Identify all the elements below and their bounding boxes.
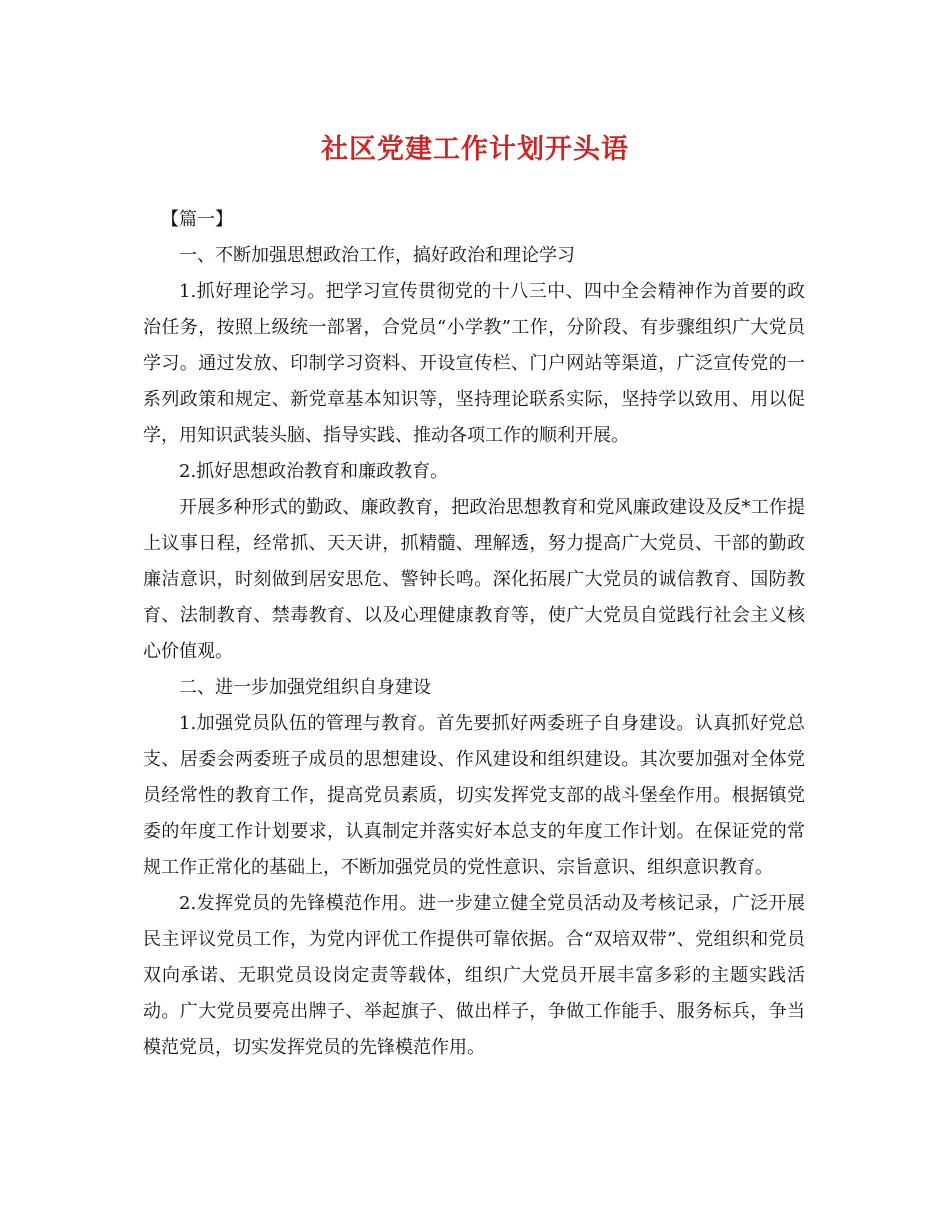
section-tag: 【篇一】 xyxy=(161,209,233,230)
document-title: 社区党建工作计划开头语 xyxy=(321,134,629,165)
body-paragraph: 2.发挥党员的先锋模范作用。进一步建立健全党员活动及考核记录，广泛开展民主评议党员工作，为党内评优工作提供可靠依据。合“双培双带”、党组织和党员双向承诺、无职党员设岗定责等载体，组织广大党员开展丰富多彩的主题实践活动。广大党员要亮出牌子、举起旗子、做出样子，争做工作能手、服务标兵，争当模范党员，切实发挥党员的先锋模范作用。 xyxy=(143,893,805,1058)
subheading-paragraph: 2.抓好思想政治教育和廉政教育。 xyxy=(179,461,449,482)
body-paragraph: 1.抓好理论学习。把学习宣传贯彻党的十八三中、四中全会精神作为首要的政治任务，按照上级统一部署，合党员“小学教”工作，分阶段、有步骤组织广大党员学习。通过发放、印制学习资料、开设宣传栏、门户网站等渠道，广泛宣传党的一系列政策和规定、新党章基本知识等，坚持理论联系实际，坚持学以致用、用以促学，用知识武装头脑、指导实践、推动各项工作的顺利开展。 xyxy=(143,281,805,446)
section-heading: 一、不断加强思想政治工作，搞好政治和理论学习 xyxy=(179,245,575,266)
section-heading: 二、进一步加强党组织自身建设 xyxy=(179,677,431,698)
body-paragraph: 开展多种形式的勤政、廉政教育，把政治思想教育和党风廉政建设及反*工作提上议事日程，经常抓、天天讲，抓精髓、理解透，努力提高广大党员、干部的勤政廉洁意识，时刻做到居安思危、警钟长鸣。深化拓展广大党员的诚信教育、国防教育、法制教育、禁毒教育、以及心理健康教育等，使广大党员自觉践行社会主义核心价值观。 xyxy=(143,497,805,662)
document-body xyxy=(143,202,805,1066)
body-paragraph: 1.加强党员队伍的管理与教育。首先要抓好两委班子自身建设。认真抓好党总支、居委会两委班子成员的思想建设、作风建设和组织建设。其次要加强对全体党员经常性的教育工作，提高党员素质，切实发挥党支部的战斗堡垒作用。根据镇党委的年度工作计划要求，认真制定并落实好本总支的年度工作计划。在保证党的常规工作正常化的基础上，不断加强党员的党性意识、宗旨意识、组织意识教育。 xyxy=(143,713,805,878)
